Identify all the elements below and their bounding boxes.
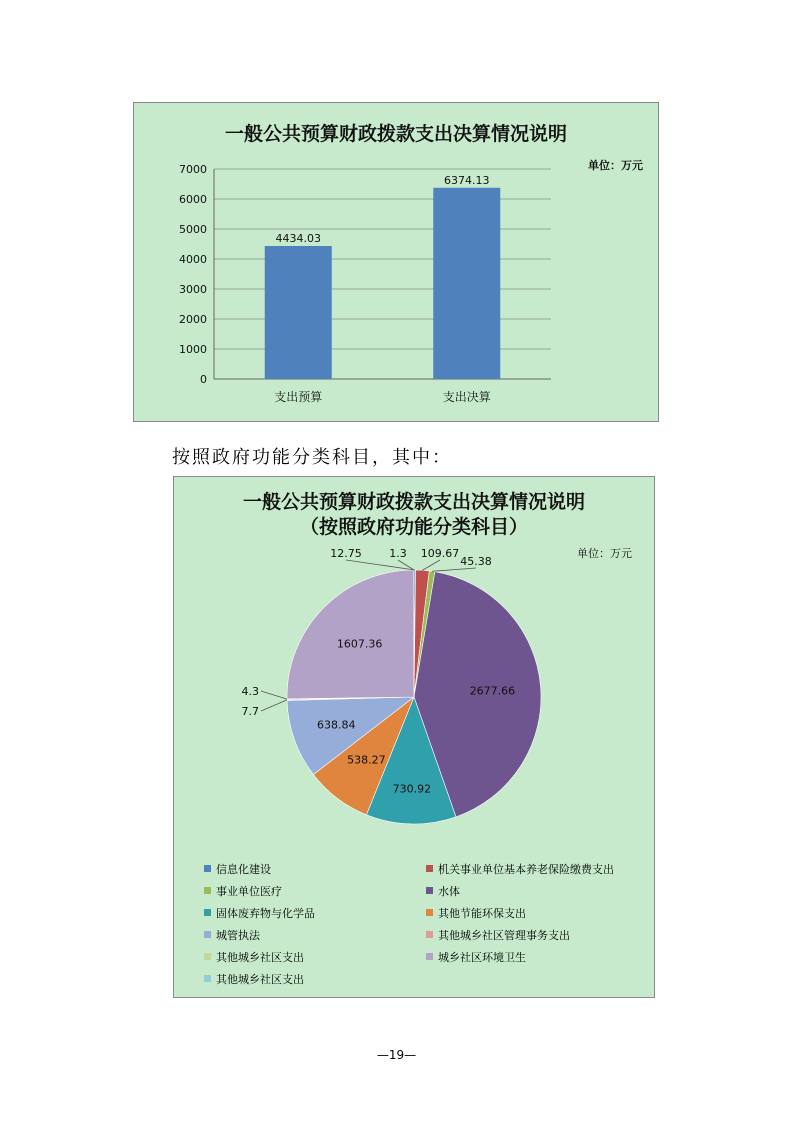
legend-label: 其他城乡社区支出: [216, 972, 304, 986]
legend-item: [204, 926, 426, 943]
page-number: —19—: [376, 1048, 417, 1062]
pie-chart-legend: [204, 860, 644, 987]
legend-item: [426, 904, 644, 921]
y-tick-label: 4000: [179, 253, 207, 266]
legend-item: [426, 882, 644, 899]
bar-chart-panel: [133, 102, 659, 422]
legend-swatch: [426, 931, 433, 938]
legend-swatch: [204, 931, 211, 938]
y-tick-label: 3000: [179, 283, 207, 296]
legend-label: 城乡社区环境卫生: [438, 950, 526, 964]
legend-item: [426, 860, 644, 877]
pie-leader-line: [422, 560, 440, 570]
legend-swatch: [204, 865, 211, 872]
legend-swatch: [426, 909, 433, 916]
legend-label: 其他城乡社区支出: [216, 950, 304, 964]
bar-chart-plot: [134, 103, 660, 423]
pie-leader-line: [261, 700, 287, 711]
y-tick-label: 6000: [179, 193, 207, 206]
legend-swatch: [426, 865, 433, 872]
pie-value-label: 538.27: [347, 753, 386, 767]
y-tick-label: 5000: [179, 223, 207, 236]
bar: [265, 246, 332, 379]
pie-value-label: 7.7: [241, 705, 259, 718]
legend-swatch: [426, 887, 433, 894]
x-category-label: 支出决算: [442, 390, 491, 404]
pie-leader-line: [261, 691, 287, 699]
bar-value-label: 4434.03: [275, 231, 321, 245]
pie-value-label: 2677.66: [469, 684, 516, 698]
legend-item: [204, 904, 426, 921]
pie-chart-title: 一般公共预算财政拨款支出决算情况说明: [242, 491, 585, 513]
legend-label: 其他节能环保支出: [438, 906, 526, 920]
bar: [433, 188, 500, 379]
pie-slice: [287, 570, 414, 699]
bar-chart-title: 一般公共预算财政拨款支出决算情况说明: [224, 123, 567, 145]
x-category-label: 支出预算: [274, 390, 323, 404]
bar-value-label: 6374.13: [444, 173, 490, 187]
pie-value-label: 638.84: [316, 718, 356, 732]
legend-label: 信息化建设: [216, 862, 271, 876]
pie-value-label: 12.75: [330, 547, 362, 560]
legend-swatch: [426, 953, 433, 960]
legend-item: [426, 926, 644, 943]
pie-chart-subtitle: （按照政府功能分类科目）: [299, 516, 528, 538]
pie-value-label: 45.38: [460, 555, 492, 568]
pie-value-label: 109.67: [420, 547, 460, 560]
legend-swatch: [204, 975, 211, 982]
pie-chart-plot: [174, 477, 656, 857]
legend-swatch: [204, 909, 211, 916]
y-tick-label: 1000: [179, 343, 207, 356]
legend-item: [204, 860, 426, 877]
legend-label: 其他城乡社区管理事务支出: [438, 928, 570, 942]
legend-item: [426, 948, 644, 965]
legend-item: [204, 970, 426, 987]
y-tick-label: 7000: [179, 163, 207, 176]
legend-label: 城管执法: [216, 928, 260, 942]
legend-swatch: [204, 887, 211, 894]
pie-leader-line: [346, 560, 415, 570]
legend-label: 固体废弃物与化学品: [216, 906, 315, 920]
pie-chart-unit: 单位：万元: [577, 547, 632, 560]
pie-leader-line: [432, 568, 476, 571]
pie-chart-panel: [173, 476, 655, 998]
y-tick-label: 0: [200, 373, 207, 386]
legend-item: [204, 882, 426, 899]
pie-value-label: 4.3: [241, 685, 259, 698]
legend-label: 机关事业单位基本养老保险缴费支出: [438, 862, 614, 876]
section-caption: 按照政府功能分类科目，其中：: [172, 447, 452, 468]
legend-swatch: [204, 953, 211, 960]
legend-label: 水体: [438, 884, 460, 898]
legend-label: 事业单位医疗: [216, 884, 282, 898]
pie-value-label: 1607.36: [336, 637, 383, 651]
legend-item: [204, 948, 426, 965]
bar-chart-unit: 单位：万元: [588, 159, 643, 172]
pie-value-label: 1.3: [389, 547, 407, 560]
y-tick-label: 2000: [179, 313, 207, 326]
pie-value-label: 730.92: [392, 782, 432, 796]
